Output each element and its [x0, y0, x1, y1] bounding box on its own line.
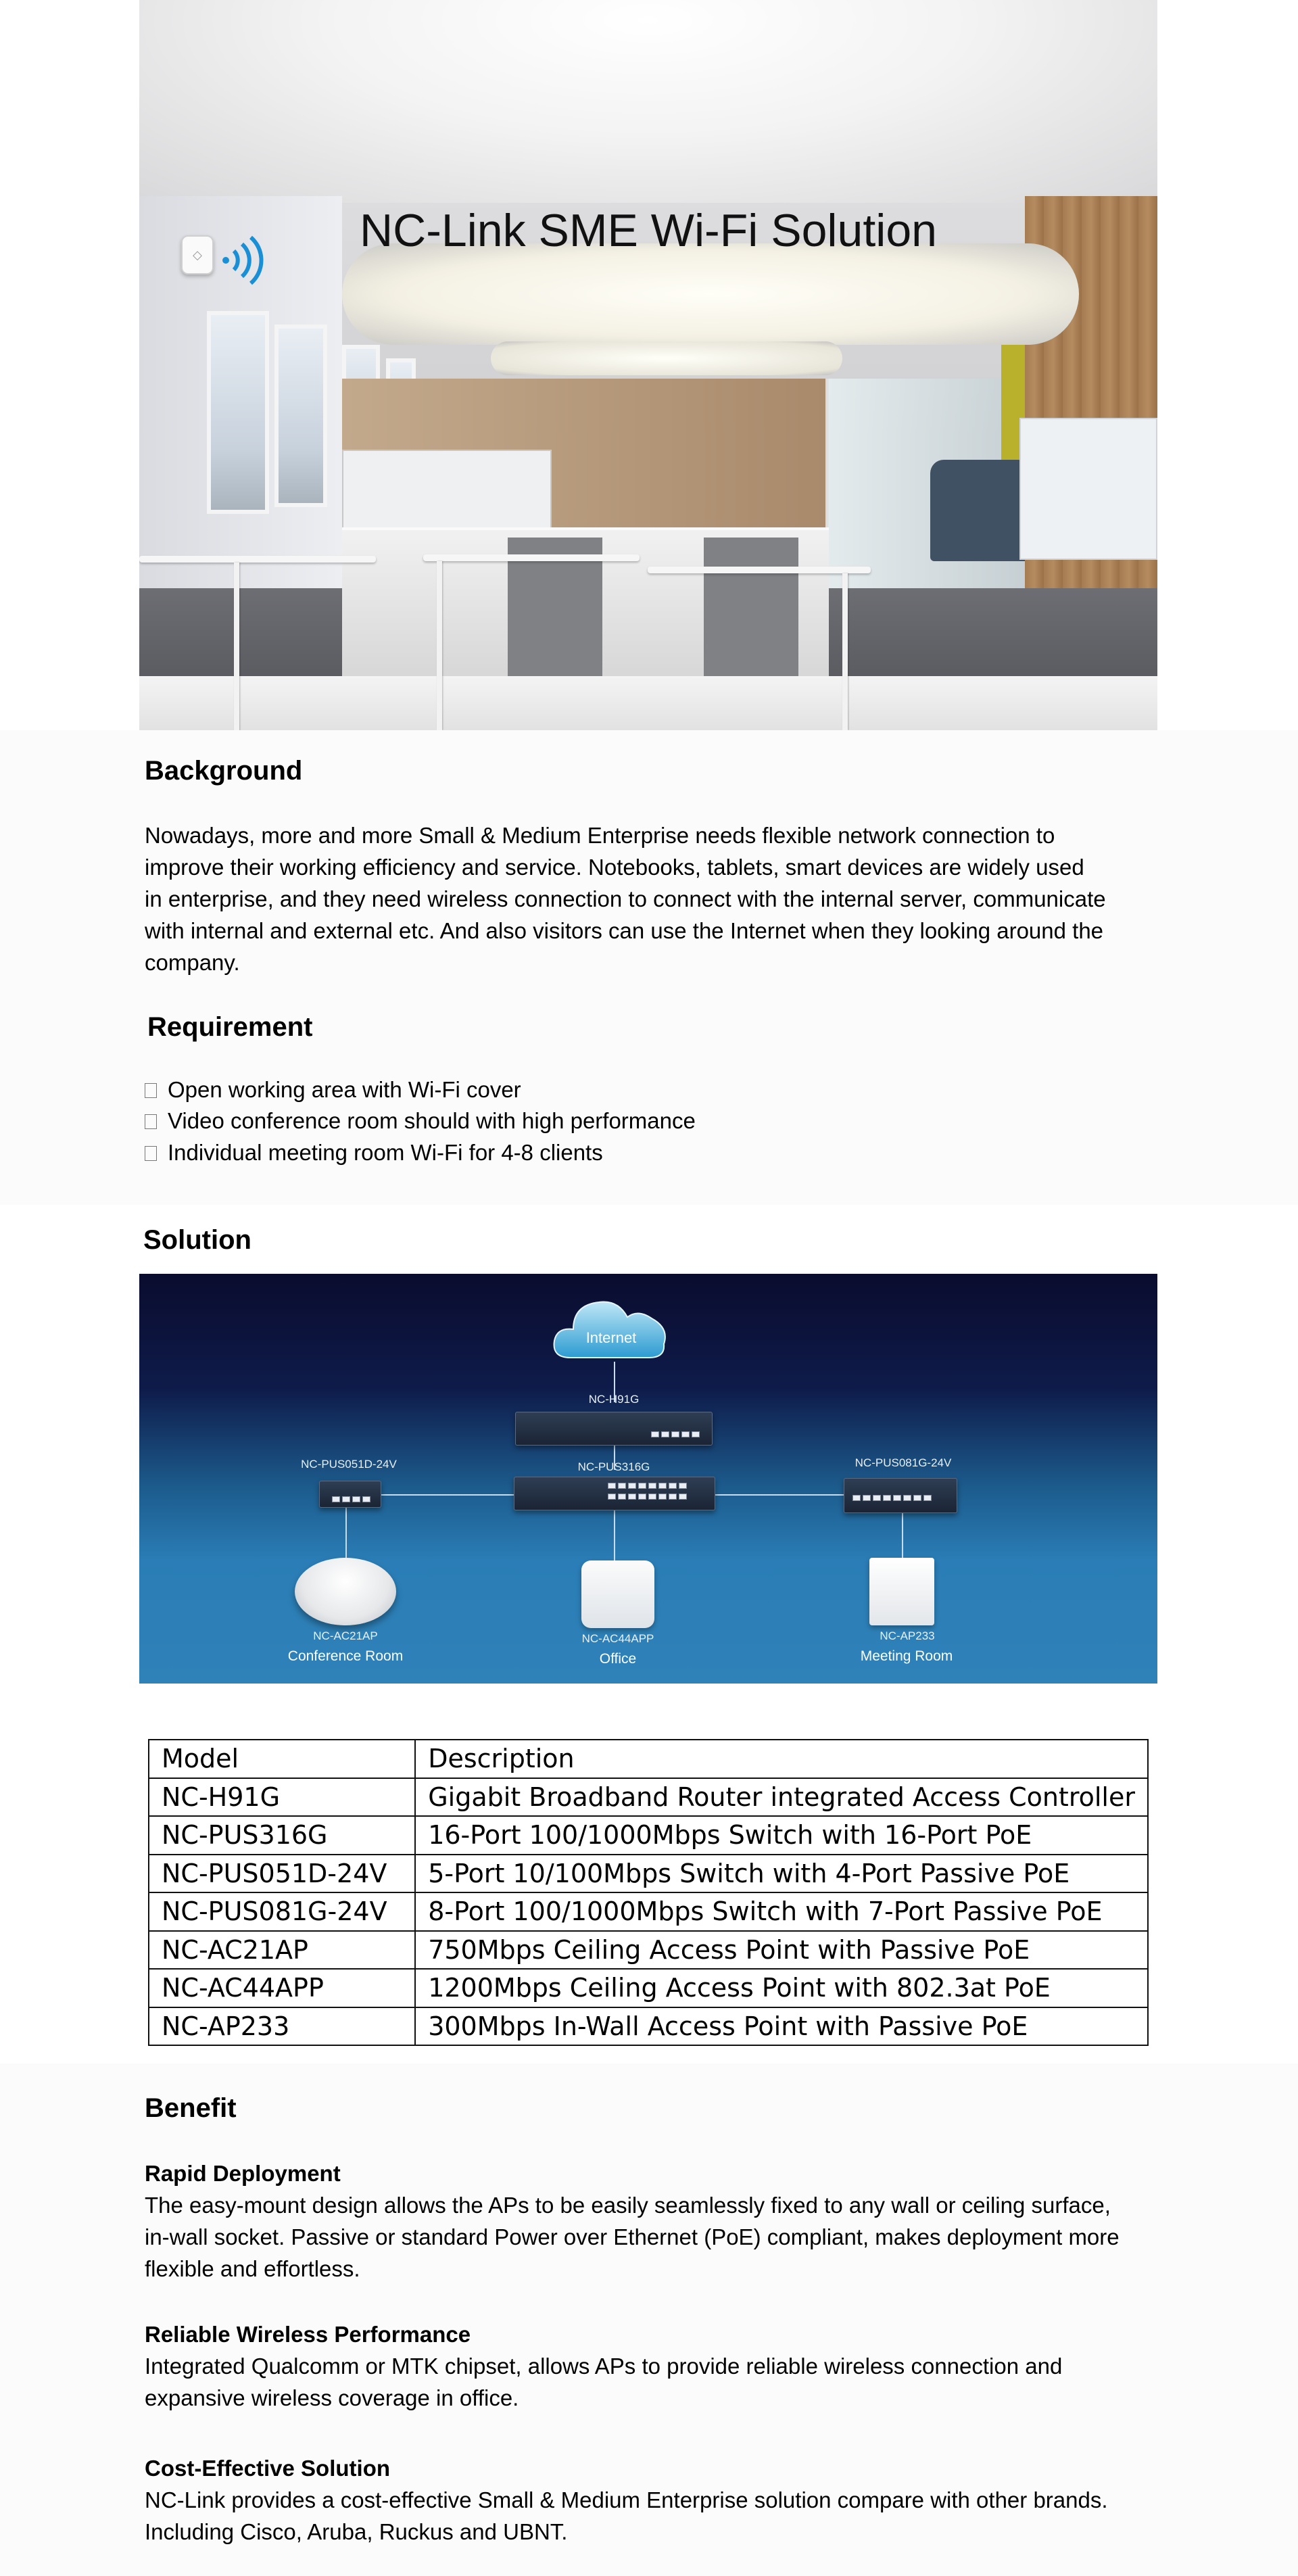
table-row: [149, 1969, 1148, 2007]
description-cell: 1200Mbps Ceiling Access Point with 802.3at PoE: [415, 1969, 1148, 2007]
model-cell: NC-AC44APP: [149, 1969, 415, 2007]
hero-ceiling: [139, 0, 1157, 203]
benefit-line: flexible and effortless.: [145, 2256, 360, 2281]
benefit-line: Integrated Qualcomm or MTK chipset, allows APs to provide reliable wireless connection and: [145, 2354, 1063, 2379]
benefit-heading: Benefit: [145, 2093, 237, 2123]
models-table: [148, 1739, 1149, 2046]
requirement-item: [145, 1105, 696, 1137]
table-row: [149, 1931, 1148, 1970]
benefit-line: in-wall socket. Passive or standard Power over Ethernet (PoE) compliant, makes deployment more: [145, 2224, 1120, 2249]
model-cell: NC-PUS316G: [149, 1816, 415, 1855]
router-label: NC-H91G: [588, 1393, 640, 1406]
hero-title: NC-Link SME Wi-Fi Solution: [360, 205, 937, 256]
hero-chair: [930, 460, 1032, 561]
benefit-title: Rapid Deployment: [145, 2161, 341, 2186]
description-cell: Gigabit Broadband Router integrated Access Controller: [415, 1778, 1148, 1817]
table-header-row: [149, 1740, 1148, 1778]
router-icon: [515, 1412, 713, 1446]
hero-ceiling-light: [491, 341, 842, 375]
table-row: [149, 1816, 1148, 1855]
network-topology-diagram: [139, 1274, 1157, 1684]
background-line: company.: [145, 950, 240, 975]
table-row: [149, 2007, 1148, 2046]
internet-cloud-icon: [550, 1290, 672, 1364]
right-switch-label: NC-PUS081G-24V: [855, 1456, 952, 1469]
table-header-cell: Model: [149, 1740, 415, 1778]
ceiling-ap-icon: [581, 1560, 654, 1628]
description-cell: 16-Port 100/1000Mbps Switch with 16-Port PoE: [415, 1816, 1148, 1855]
left-switch-icon: [319, 1481, 381, 1508]
background-paragraph: [145, 819, 1106, 978]
access-point-icon: ◇: [181, 235, 214, 275]
left-switch-label: NC-PUS051D-24V: [301, 1458, 397, 1471]
requirement-item: [145, 1137, 603, 1168]
background-line: Nowadays, more and more Small & Medium Enterprise needs flexible network connection to: [145, 823, 1055, 848]
internet-label: Internet: [585, 1329, 637, 1346]
hero-lamp: [423, 554, 640, 561]
benefit-description: [145, 2484, 1108, 2548]
requirement-text: Video conference room should with high performance: [168, 1108, 696, 1133]
hero-front-desk: [139, 676, 1157, 730]
hero-window: [274, 325, 327, 507]
model-cell: NC-PUS051D-24V: [149, 1855, 415, 1893]
hero-lamp-post: [842, 573, 848, 730]
table-header-cell: Description: [415, 1740, 1148, 1778]
hero-whiteboard: [1019, 418, 1157, 560]
background-line: with internal and external etc. And also visitors can use the Internet when they looking around the: [145, 918, 1104, 943]
benefit-description: [145, 2350, 1062, 2414]
ap-left-room-label: Conference Room: [287, 1648, 404, 1664]
right-switch-icon: [844, 1478, 957, 1513]
benefit-line: NC-Link provides a cost-effective Small & Medium Enterprise solution compare with other brands.: [145, 2487, 1108, 2512]
benefit-title: Reliable Wireless Performance: [145, 2322, 471, 2347]
hero-lamp: [648, 567, 871, 573]
ceiling-ap-icon: [295, 1558, 396, 1625]
hero-partition: [342, 450, 552, 531]
benefit-title: Cost-Effective Solution: [145, 2456, 391, 2481]
ap-right-label: NC-AP233: [880, 1629, 935, 1642]
checkbox-icon: [145, 1083, 157, 1098]
model-cell: NC-H91G: [149, 1778, 415, 1817]
model-cell: NC-AP233: [149, 2007, 415, 2046]
table-row: [149, 1778, 1148, 1817]
ap-left-label: NC-AC21AP: [313, 1629, 378, 1642]
connection-line: [614, 1510, 615, 1560]
ap-center-label: NC-AC44APP: [581, 1632, 654, 1645]
model-cell: NC-PUS081G-24V: [149, 1892, 415, 1931]
hero-ceiling-light: [342, 243, 1079, 345]
checkbox-icon: [145, 1146, 157, 1161]
description-cell: 750Mbps Ceiling Access Point with Passive PoE: [415, 1931, 1148, 1970]
background-line: in enterprise, and they need wireless connection to connect with the internal server, communicate: [145, 886, 1106, 911]
ap-center-room-label: Office: [599, 1651, 637, 1667]
checkbox-icon: [145, 1114, 157, 1129]
solution-heading: Solution: [143, 1225, 251, 1255]
hero-banner: [139, 0, 1157, 730]
core-switch-icon: [514, 1477, 715, 1510]
connection-line: [345, 1501, 347, 1558]
benefit-line: The easy-mount design allows the APs to be easily seamlessly fixed to any wall or ceiling surface,: [145, 2193, 1111, 2218]
benefit-line: Including Cisco, Aruba, Ruckus and UBNT.: [145, 2519, 568, 2544]
requirement-text: Open working area with Wi-Fi cover: [168, 1077, 521, 1102]
core-switch-label: NC-PUS316G: [577, 1460, 650, 1473]
model-cell: NC-AC21AP: [149, 1931, 415, 1970]
background-heading: Background: [145, 756, 303, 786]
table-row: [149, 1855, 1148, 1893]
benefit-line: expansive wireless coverage in office.: [145, 2385, 519, 2410]
in-wall-ap-icon: [869, 1558, 934, 1625]
requirement-heading: Requirement: [147, 1012, 313, 1042]
hero-window: [207, 311, 269, 514]
benefit-description: [145, 2189, 1120, 2285]
description-cell: 8-Port 100/1000Mbps Switch with 7-Port Passive PoE: [415, 1892, 1148, 1931]
hero-lamp-post: [234, 563, 239, 730]
background-line: improve their working efficiency and service. Notebooks, tablets, smart devices are widely used: [145, 855, 1084, 880]
hero-desk-panel: [704, 538, 798, 679]
requirement-item: [145, 1074, 521, 1105]
description-cell: 300Mbps In-Wall Access Point with Passive PoE: [415, 2007, 1148, 2046]
hero-lamp: [139, 556, 376, 563]
table-row: [149, 1892, 1148, 1931]
requirement-text: Individual meeting room Wi-Fi for 4-8 clients: [168, 1140, 603, 1165]
hero-lamp-post: [437, 561, 442, 730]
description-cell: 5-Port 10/100Mbps Switch with 4-Port Passive PoE: [415, 1855, 1148, 1893]
ap-right-room-label: Meeting Room: [860, 1648, 953, 1664]
connection-line: [902, 1510, 903, 1558]
